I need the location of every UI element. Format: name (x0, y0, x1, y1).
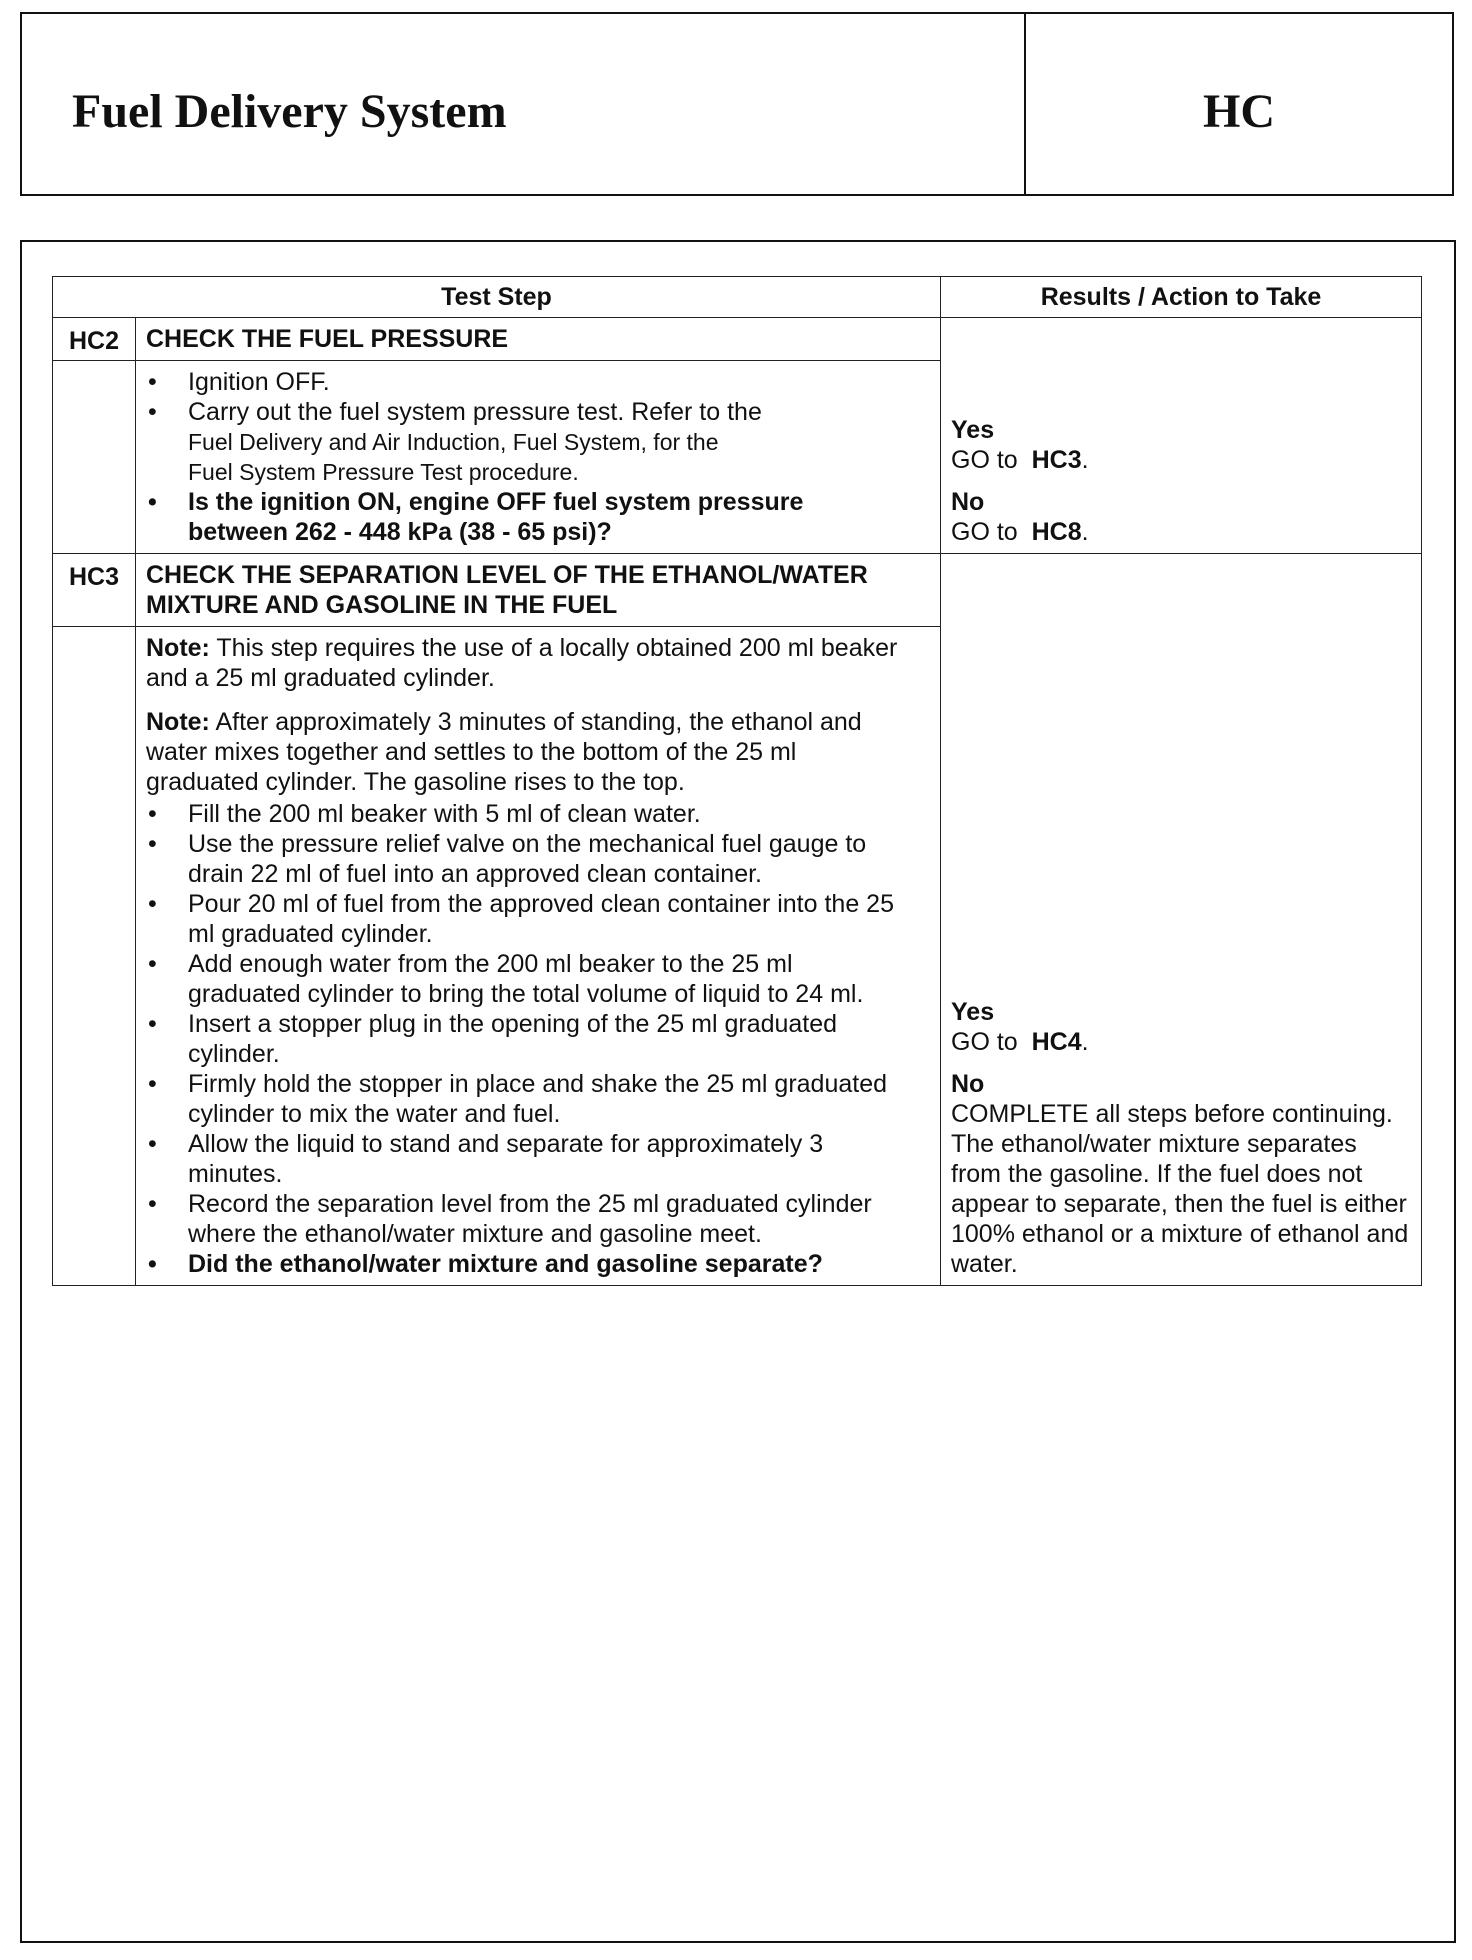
hc3-bullet: • Record the separation level from the 25 ml graduated cylinder where the ethanol/water mixture and gasoline meet. (188, 1189, 912, 1249)
hc3-bullet: • Insert a stopper plug in the opening of the 25 ml graduated cylinder. (188, 1009, 912, 1069)
hc3-no-action: COMPLETE all steps before continuing. The ethanol/water mixture separates from the gasoline. If the fuel does not appear to separate, then the fuel is either 100% ethanol or a mixture of ethanol and water. (951, 1100, 1409, 1278)
hc2-yes-ref: HC3 (1031, 446, 1082, 474)
col-test-step: Test Step (53, 277, 941, 318)
hc2-question: • Is the ignition ON, engine OFF fuel system pressure between 262 - 448 kPa (38 - 65 psi)? (188, 487, 900, 547)
hc3-bullet: • Firmly hold the stopper in place and shake the 25 ml graduated cylinder to mix the water and fuel. (188, 1069, 912, 1129)
section-code: HC (1203, 85, 1275, 138)
hc3-bullet: • Add enough water from the 200 ml beaker to the 25 ml graduated cylinder to bring the total volume of liquid to 24 ml. (188, 949, 912, 1009)
hc3-no-label: No (951, 1070, 985, 1098)
hc3-yes-label: Yes (951, 998, 995, 1026)
hc2-bullet: • Ignition OFF. (188, 367, 900, 397)
hc3-note-2: Note: After approximately 3 minutes of standing, the ethanol and water mixes together and settles to the bottom of the 25 ml graduated cylinder. The gasoline rises to the top. (146, 708, 862, 796)
hc3-body (136, 627, 941, 1286)
page-header (20, 12, 1454, 196)
hc3-yes-ref: HC4 (1031, 1028, 1082, 1056)
hc2-title-row (53, 318, 1422, 361)
hc2-body-spacer (53, 361, 136, 554)
hc2-no-label: No (951, 488, 985, 516)
section-title: Fuel Delivery System (72, 85, 507, 138)
col-results: Results / Action to Take (941, 277, 1422, 318)
step-title-hc2: CHECK THE FUEL PRESSURE (136, 318, 941, 361)
hc3-title-row (53, 554, 1422, 627)
test-step-table (52, 276, 1422, 1286)
hc3-bullet: • Fill the 200 ml beaker with 5 ml of clean water. (188, 799, 912, 829)
hc2-body (136, 361, 941, 554)
hc3-bullet: • Use the pressure relief valve on the mechanical fuel gauge to drain 22 ml of fuel into an approved clean container. (188, 829, 912, 889)
hc2-bullet: • Carry out the fuel system pressure test. Refer to the Fuel Delivery and Air Induction, Fuel System, for the Fuel System Pressure Test procedure. (188, 397, 900, 487)
hc3-yes-action: GO to HC4. (951, 1028, 1089, 1056)
table-header-row (53, 277, 1422, 318)
hc3-body-spacer (53, 627, 136, 1286)
step-id-hc2: HC2 (53, 318, 136, 361)
hc3-results (941, 554, 1422, 1286)
hc3-question: • Did the ethanol/water mixture and gasoline separate? (188, 1249, 912, 1279)
step-id-hc3: HC3 (53, 554, 136, 627)
hc2-results (941, 318, 1422, 554)
hc2-yes-label: Yes (951, 416, 995, 444)
hc2-yes-action: GO to HC3. (951, 446, 1089, 474)
hc3-bullet: • Pour 20 ml of fuel from the approved clean container into the 25 ml graduated cylinder. (188, 889, 912, 949)
hc2-no-ref: HC8 (1031, 518, 1082, 546)
hc3-bullet: • Allow the liquid to stand and separate for approximately 3 minutes. (188, 1129, 912, 1189)
hc2-no-action: GO to HC8. (951, 518, 1089, 546)
step-title-hc3: CHECK THE SEPARATION LEVEL OF THE ETHANOL/WATER MIXTURE AND GASOLINE IN THE FUEL (136, 554, 941, 627)
hc3-note-1: Note: This step requires the use of a locally obtained 200 ml beaker and a 25 ml graduated cylinder. (146, 634, 898, 692)
